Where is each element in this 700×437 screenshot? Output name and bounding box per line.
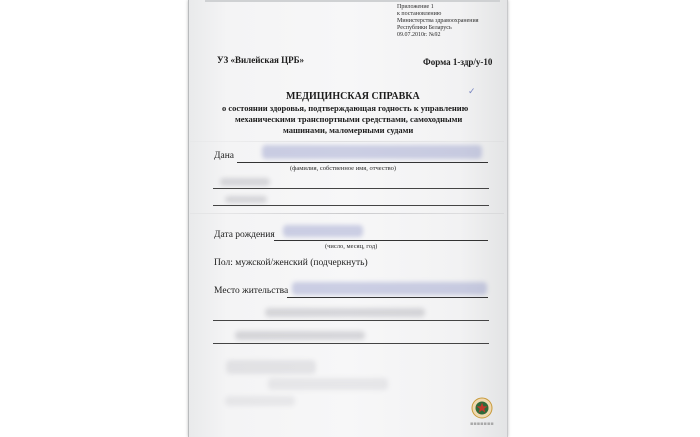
appendix-line: 09.07.2010г. №92 (397, 32, 441, 38)
blank-line (213, 188, 489, 189)
watermark-text: ▪▪▪▪▪▪▪ (470, 421, 494, 427)
institution-name: УЗ «Вилейская ЦРБ» (217, 55, 305, 65)
blank-line (213, 343, 489, 344)
fold-crease (190, 141, 504, 142)
blank-line (213, 320, 489, 321)
redacted-text (265, 308, 425, 317)
document-title: МЕДИЦИНСКАЯ СПРАВКА (286, 91, 420, 102)
bleed-through (226, 360, 316, 374)
title-subline: машинами, маломерными судами (283, 125, 414, 135)
dob-underline (274, 240, 488, 241)
appendix-line: к постановлению (397, 11, 442, 17)
title-subline: о состоянии здоровья, подтверждающая годность к управлению (222, 103, 469, 113)
redacted-dob (283, 225, 363, 237)
dob-label: Дата рождения (214, 230, 275, 240)
name-hint: (фамилия, собственное имя, отчество) (290, 165, 397, 172)
residence-underline (287, 297, 488, 298)
sex-label: Пол: мужской/женский (подчеркнуть) (214, 258, 368, 268)
dob-hint: (число, месяц, год) (325, 243, 378, 250)
title-subline: механическими транспортными средствами, самоходными (235, 114, 463, 124)
handwritten-mark: ✓ (468, 86, 476, 96)
appendix-line: Министерства здравоохранения (397, 18, 479, 24)
bleed-through (268, 378, 388, 390)
appendix-line: Приложение 1 (397, 4, 434, 10)
blank-line (213, 205, 489, 206)
appendix-line: Республики Беларусь (397, 25, 452, 31)
watermark-seal-icon (471, 397, 493, 419)
redacted-text (235, 331, 365, 340)
redacted-text (220, 178, 270, 186)
form-number: Форма 1-здр/у-10 (423, 57, 493, 67)
redacted-address (292, 282, 487, 295)
issued-to-label: Дана (214, 151, 234, 161)
name-underline (237, 162, 488, 163)
bleed-through (225, 396, 295, 406)
fold-crease (190, 213, 504, 214)
redacted-name (262, 145, 482, 159)
page-top-edge (205, 0, 500, 2)
redacted-text (225, 196, 267, 203)
residence-label: Место жительства (214, 286, 289, 296)
